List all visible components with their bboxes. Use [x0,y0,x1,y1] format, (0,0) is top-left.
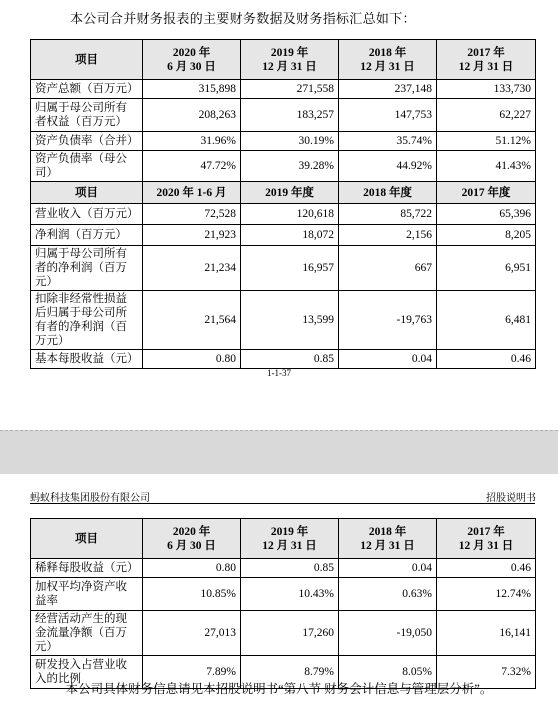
value-cell: 8.05% [339,656,437,689]
table-row [31,291,536,350]
value-cell: 10.43% [241,578,339,611]
header-period-cell: 2020 年 6 月 30 日 [143,519,241,559]
header-period-cell: 2018 年 12 月 31 日 [339,519,437,559]
header-period-cell: 2019 年 12 月 31 日 [241,519,339,559]
value-cell: 35.74% [339,132,437,151]
value-cell: 31.96% [143,132,241,151]
value-cell: 0.63% [339,578,437,611]
header-period-cell: 2017 年 12 月 31 日 [437,519,536,559]
row-label-cell: 资产总额（百万元） [31,80,143,99]
financial-indicators-table [30,518,536,689]
table-row [31,611,536,656]
value-cell: 21,923 [143,225,241,246]
header-period-cell: 2020 年 1-6 月 [143,182,241,204]
footer-text: 本公司具体财务信息请见本招股说明书“第八节 财务会计信息与管理层分析”。 [65,682,493,696]
table-row [31,151,536,182]
value-cell: 0.80 [143,559,241,578]
table-row [31,350,536,369]
value-cell: 21,564 [143,291,241,350]
row-label-cell: 资产负债率（合并） [31,132,143,151]
row-label-cell: 稀释每股收益（元） [31,559,143,578]
value-cell: 8.79% [241,656,339,689]
header-label-cell: 项目 [31,519,143,559]
value-cell: 208,263 [143,99,241,132]
value-cell: 85,722 [339,204,437,225]
table-row [31,99,536,132]
value-cell: 51.12% [437,132,536,151]
value-cell: 10.85% [143,578,241,611]
intro-text: 本公司合并财务报表的主要财务数据及财务指标汇总如下： [70,11,416,26]
value-cell: 0.46 [437,559,536,578]
financial-summary-table [30,39,536,369]
row-label-cell: 归属于母公司所有者权益（百万元） [31,99,143,132]
value-cell: 41.43% [437,151,536,182]
table-row [31,204,536,225]
value-cell: 0.80 [143,350,241,369]
header-period-cell: 2018 年度 [339,182,437,204]
value-cell: 13,599 [241,291,339,350]
value-cell: 133,730 [437,80,536,99]
table-header [31,519,536,559]
value-cell: 21,234 [143,246,241,291]
value-cell: 8,205 [437,225,536,246]
value-cell: -19,763 [339,291,437,350]
header-period-cell: 2019 年 12 月 31 日 [241,40,339,80]
row-label-cell: 归属于母公司所有者的净利润（百万元） [31,246,143,291]
value-cell: 2,156 [339,225,437,246]
value-cell: 39.28% [241,151,339,182]
value-cell: 18,072 [241,225,339,246]
value-cell: 6,481 [437,291,536,350]
row-label-cell: 净利润（百万元） [31,225,143,246]
value-cell: 271,558 [241,80,339,99]
doc-header-doctype: 招股说明书 [486,493,536,504]
row-label-cell: 资产负债率（母公司） [31,151,143,182]
row-label-cell: 基本每股收益（元） [31,350,143,369]
table-subheader [31,182,536,204]
header-period-cell: 2020 年 6 月 30 日 [143,40,241,80]
value-cell: 62,227 [437,99,536,132]
value-cell: 44.92% [339,151,437,182]
value-cell: 0.04 [339,559,437,578]
value-cell: 7.89% [143,656,241,689]
doc-header-company: 蚂蚁科技集团股份有限公司 [30,493,150,504]
value-cell: 27,013 [143,611,241,656]
table-row [31,132,536,151]
row-label-cell: 经营活动产生的现金流量净额（百万元） [31,611,143,656]
value-cell: -19,050 [339,611,437,656]
header-period-cell: 2018 年 12 月 31 日 [339,40,437,80]
value-cell: 667 [339,246,437,291]
table-row [31,559,536,578]
value-cell: 0.85 [241,559,339,578]
value-cell: 315,898 [143,80,241,99]
value-cell: 183,257 [241,99,339,132]
header-period-cell: 2017 年度 [437,182,536,204]
value-cell: 12.74% [437,578,536,611]
page-break [0,430,558,474]
table-header [31,40,536,80]
value-cell: 0.04 [339,350,437,369]
value-cell: 16,141 [437,611,536,656]
value-cell: 16,957 [241,246,339,291]
table-row [31,225,536,246]
value-cell: 30.19% [241,132,339,151]
header-label-cell: 项目 [31,40,143,80]
page-number: 1-1-37 [267,368,291,378]
row-label-cell: 营业收入（百万元） [31,204,143,225]
header-period-cell: 2019 年度 [241,182,339,204]
value-cell: 237,148 [339,80,437,99]
value-cell: 65,396 [437,204,536,225]
table-row [31,80,536,99]
header-period-cell: 2017 年 12 月 31 日 [437,40,536,80]
header-label-cell: 项目 [31,182,143,204]
value-cell: 0.85 [241,350,339,369]
row-label-cell: 加权平均净资产收益率 [31,578,143,611]
row-label-cell: 研发投入占营业收入的比例 [31,656,143,689]
header-rule [30,503,535,504]
value-cell: 7.32% [437,656,536,689]
value-cell: 6,951 [437,246,536,291]
value-cell: 120,618 [241,204,339,225]
table-row [31,246,536,291]
value-cell: 72,528 [143,204,241,225]
value-cell: 0.46 [437,350,536,369]
value-cell: 47.72% [143,151,241,182]
table-row [31,578,536,611]
value-cell: 17,260 [241,611,339,656]
row-label-cell: 扣除非经常性损益后归属于母公司所有者的净利润（百万元） [31,291,143,350]
value-cell: 147,753 [339,99,437,132]
